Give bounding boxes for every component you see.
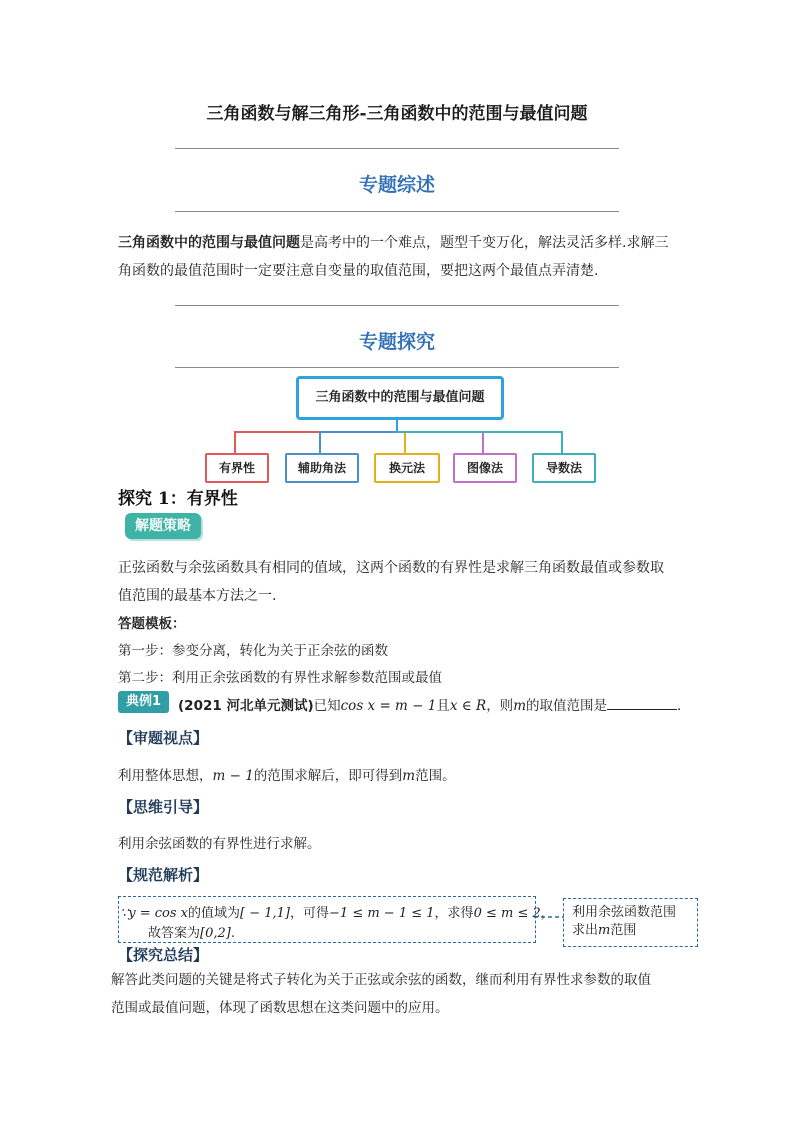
strategy-paragraph [118, 554, 680, 610]
summary-line: 范围或最值问题，体现了函数思想在这类问题中的应用。 [111, 1000, 449, 1016]
math-expr: m [598, 923, 611, 938]
note-part: 求出 [572, 923, 599, 938]
template-label: 答题模板： [118, 616, 186, 632]
note-part: 范围 [610, 923, 637, 938]
summary-line: 解答此类问题的关键是将式子转化为关于正弦或余弦的函数，继而利用有界性求参数的取值 [111, 972, 651, 988]
example-question [178, 694, 681, 714]
mindmap-root: 三角函数中的范围与最值问题 [296, 376, 504, 420]
math-expr: x ∈ R [449, 698, 487, 714]
overview-bold: 三角函数中的范围与最值问题 [118, 235, 300, 251]
mindmap-leaf: 导数法 [532, 453, 596, 483]
summary-paragraph [111, 966, 691, 1022]
section-heading-explore: 专题探究 [358, 331, 435, 353]
review-part: 利用整体思想， [118, 768, 213, 784]
example-source: (2021 河北单元测试) [178, 698, 314, 714]
solution-part: ，可得 [290, 906, 330, 921]
math-expr: m [513, 698, 526, 714]
example-badge: 典例1 [118, 691, 169, 713]
solution-part: 的值域为 [188, 906, 241, 921]
connector-leaf-5 [397, 432, 562, 454]
step-two: 第二步：利用正余弦函数的有界性求解参数范围或最值 [118, 670, 442, 686]
summary-heading: 【探究总结】 [118, 946, 209, 964]
section-heading-overview: 专题综述 [358, 174, 435, 196]
solution-part: 故答案为 [148, 926, 201, 941]
note-connector [534, 912, 564, 922]
mindmap-leaf: 有界性 [205, 453, 269, 483]
answer-blank[interactable] [607, 697, 677, 710]
strategy-badge: 解题策略 [125, 513, 201, 539]
review-part: 的范围求解后，即可得到 [253, 768, 403, 784]
guide-text: 利用余弦函数的有界性进行求解。 [118, 836, 321, 852]
mindmap-leaf: 换元法 [374, 453, 440, 483]
mindmap-leaf: 图像法 [453, 453, 517, 483]
review-heading: 【审题视点】 [118, 729, 209, 747]
example-text: ，则 [486, 698, 514, 714]
example-text: 的取值范围是 [526, 698, 607, 714]
connector-leaf-1 [235, 432, 397, 454]
connector-leaf-2 [320, 432, 397, 454]
connector-leaf-4 [397, 432, 483, 454]
solution-part: . [230, 926, 235, 941]
solution-line-1 [120, 902, 554, 921]
math-expr: [ − 1,1] [240, 906, 291, 921]
review-part: 范围。 [415, 768, 456, 784]
math-expr: 0 ≤ m ≤ 2 [473, 906, 541, 921]
math-expr: [0,2] [200, 926, 231, 941]
math-expr: ∵y = cos x [120, 906, 189, 921]
overview-text: 是高考中的一个难点，题型千变万化，解法灵活多样.求解三 [300, 235, 669, 251]
note-line [572, 922, 676, 940]
explore-heading: 探究 1：有界性 [118, 489, 238, 509]
math-expr: m − 1 [212, 768, 254, 784]
solution-part: ， [540, 906, 554, 921]
math-expr: −1 ≤ m − 1 ≤ 1 [329, 906, 435, 921]
step-one: 第一步：参变分离，转化为关于正余弦的函数 [118, 643, 388, 659]
example-text: 已知 [313, 698, 341, 714]
solution-part: ，求得 [434, 906, 474, 921]
overview-text-line2: 角函数的最值范围时一定要注意自变量的取值范围，要把这两个最值点弄清楚. [118, 263, 599, 279]
guide-heading: 【思维引导】 [118, 798, 209, 816]
strategy-line: 正弦函数与余弦函数具有相同的值域，这两个函数的有界性是求解三角函数最值或参数取 [118, 560, 664, 576]
solution-line-2 [148, 922, 235, 941]
strategy-line: 值范围的最基本方法之一. [118, 588, 277, 604]
example-text: . [677, 698, 682, 714]
solution-heading: 【规范解析】 [118, 866, 209, 884]
example-text: 且 [436, 698, 450, 714]
math-expr: cos x = m − 1 [340, 698, 437, 714]
mindmap-leaf: 辅助角法 [285, 453, 359, 483]
note-line: 利用余弦函数范围 [572, 905, 677, 920]
review-text [118, 764, 456, 784]
page-title: 三角函数与解三角形-三角函数中的范围与最值问题 [206, 104, 588, 124]
connector-leaf-3 [397, 432, 405, 454]
solution-note [572, 904, 676, 940]
math-expr: m [402, 768, 416, 784]
mindmap-connectors [0, 0, 794, 500]
